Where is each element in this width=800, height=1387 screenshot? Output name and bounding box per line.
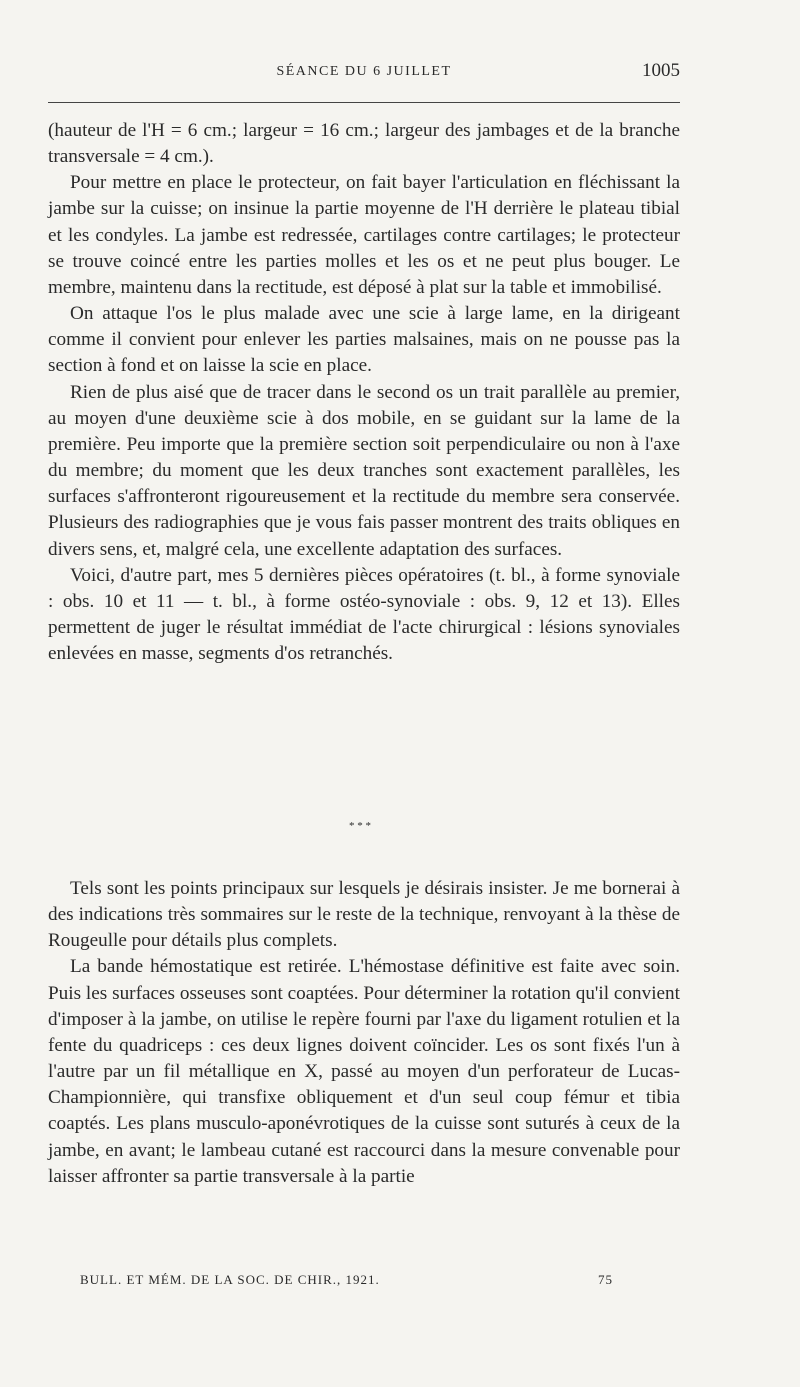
text-block-bottom	[48, 876, 680, 1190]
paragraph: Pour mettre en place le protecteur, on fait bayer l'articulation en fléchissant la jambe sur la cuisse; on insinue la partie moyenne de l'H derrière le plateau tibial et les condyles. La jambe est redressée, cartilages contre cartilages; le protecteur se trouve coincé entre les parties molles et les os et ne peut plus bouger. Le membre, maintenu dans la rectitude, est déposé à plat sur la table et immobilisé.	[48, 172, 680, 298]
paragraph: Voici, d'autre part, mes 5 dernières pièces opératoires (t. bl., à forme synoviale : obs. 10 et 11 — t. bl., à forme ostéo-synoviale : obs. 9, 12 et 13). Elles permettent de juger le résultat immédiat de l'acte chirurgical : lésions synoviales enlevées en masse, segments d'os retranchés.	[48, 564, 680, 665]
page-footer	[80, 1272, 613, 1288]
paragraph: La bande hémostatique est retirée. L'hémostase définitive est faite avec soin. Puis les surfaces osseuses sont coaptées. Pour déterminer la rotation qu'il convient d'imposer à la jambe, on utilise le repère fourni par l'axe du ligament rotulien et la fente du quadriceps : ces deux lignes doivent coïncider. Les os sont fixés l'un à l'autre par un fil métallique en X, passé au moyen d'un perforateur de Lucas-Championnière, qui transfixe obliquement et d'un seul coup fémur et tibia coaptés. Les plans musculo-aponévrotiques de la cuisse sont suturés à ceux de la jambe, en avant; le lambeau cutané est raccourci dans la mesure convenable pour laisser affronter sa partie transversale à la partie	[48, 956, 680, 1187]
journal-reference: BULL. ET MÉM. DE LA SOC. DE CHIR., 1921.	[80, 1272, 380, 1287]
paragraph: Tels sont les points principaux sur lesquels je désirais insister. Je me bornerai à des indications très sommaires sur le reste de la technique, renvoyant à la thèse de Rougeulle pour détails plus complets.	[48, 878, 680, 952]
signature-mark: 75	[598, 1272, 613, 1287]
running-head-title: SÉANCE DU 6 JUILLET	[276, 64, 452, 79]
paragraph: Rien de plus aisé que de tracer dans le second os un trait parallèle au premier, au moyen d'une deuxième scie à dos mobile, en se guidant sur la lame de la première. Peu importe que la première section soit perpendiculaire ou non à l'axe du membre; du moment que les deux tranches sont exactement parallèles, les surfaces s'affronteront rigoureusement et la rectitude du membre sera conservée. Plusieurs des radiographies que je vous fais passer montrent des traits obliques en divers sens, et, malgré cela, une excellente adaptation des surfaces.	[48, 381, 680, 560]
paragraph: On attaque l'os le plus malade avec une scie à large lame, en la dirigeant comme il convient pour enlever les parties malsaines, mais on ne pousse pas la section à fond et on laisse la scie en place.	[48, 303, 680, 377]
running-head	[48, 60, 680, 86]
asterism-glyphs: * * *	[349, 820, 371, 832]
page-number: 1005	[642, 60, 680, 81]
paragraph: (hauteur de l'H = 6 cm.; largeur = 16 cm.; largeur des jambages et de la branche transversale = 4 cm.).	[48, 120, 680, 168]
text-block-top	[48, 118, 680, 667]
header-rule	[48, 102, 680, 103]
section-break-asterism	[340, 822, 380, 831]
